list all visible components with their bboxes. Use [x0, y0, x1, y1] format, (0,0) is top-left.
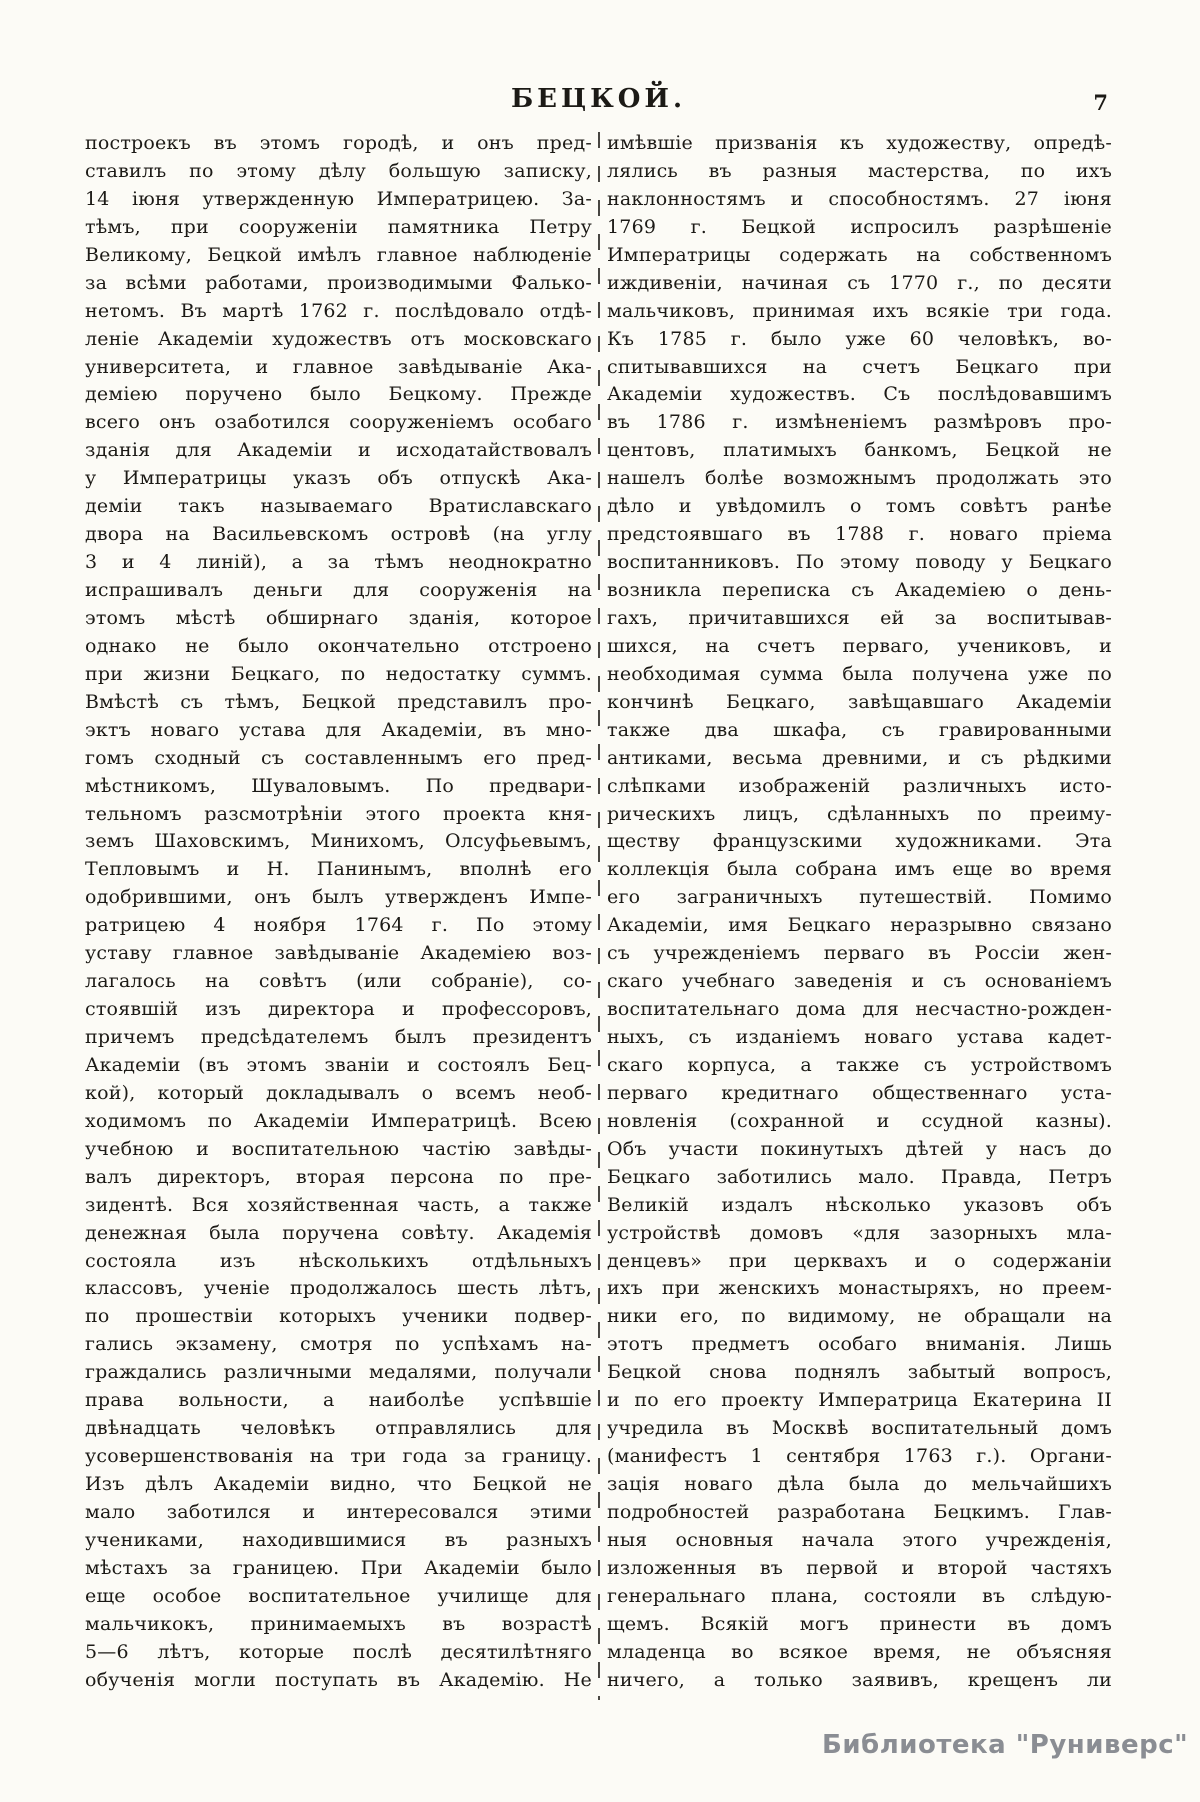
text-line: рическихъ лицъ, сдѣланныхъ по преиму-	[607, 802, 1112, 825]
text-line: мальчиковъ, принимая ихъ всякіе три года.	[607, 299, 1112, 322]
text-line: ныхъ, съ изданіемъ новаго устава кадет-	[607, 1026, 1112, 1048]
text-line: права вольности, а наиболѣе успѣвшіе	[85, 1389, 592, 1412]
text-line: центовъ, платимыхъ банкомъ, Бецкой не	[607, 439, 1112, 462]
text-line: Тепловымъ и Н. Панинымъ, вполнѣ его	[85, 858, 592, 881]
text-line: Вмѣстѣ съ тѣмъ, Бецкой представилъ про-	[85, 690, 592, 713]
page-header	[85, 84, 1112, 124]
text-line: усовершенствованія на три года за границу.	[85, 1445, 592, 1468]
text-line: денежная была поручена совѣту. Академія	[85, 1221, 592, 1244]
text-line: Бецкой снова поднялъ забытый вопросъ,	[607, 1361, 1112, 1384]
text-line: учебною и воспитательною частію завѣды-	[85, 1137, 592, 1160]
text-line: стоявшій изъ директора и профессоровъ,	[85, 998, 592, 1021]
text-line: Академіи (въ этомъ званіи и состоялъ Бец-	[85, 1053, 592, 1076]
text-line: нетомъ. Въ мартѣ 1762 г. послѣдовало отдѣ-	[85, 299, 592, 322]
column-divider-rule	[598, 132, 600, 1700]
text-line: деміею поручено было Бецкому. Прежде	[85, 383, 592, 406]
text-line: зидентѣ. Вся хозяйственная часть, а также	[85, 1193, 592, 1216]
text-line: однако не было окончательно отстроено	[85, 634, 592, 657]
text-line: ставилъ по этому дѣлу большую записку,	[85, 159, 592, 182]
text-line: нашелъ болѣе возможнымъ продолжать это	[607, 467, 1112, 490]
text-line: мѣстникомъ, Шуваловымъ. По предвари-	[85, 774, 592, 797]
text-line: за всѣми работами, производимыми Фалько-	[85, 271, 592, 294]
text-line: скаго корпуса, а также съ устройствомъ	[607, 1053, 1112, 1076]
text-line: обученія могли поступать въ Академію. Не	[85, 1668, 592, 1691]
text-line: одобрившими, онъ былъ утвержденъ Импе-	[85, 886, 592, 909]
text-line: возникла переписка съ Академіею о день-	[607, 579, 1112, 601]
text-line: наклонностямъ и способностямъ. 27 іюня	[607, 187, 1112, 210]
text-line: перваго кредитнаго общественнаго уста-	[607, 1081, 1112, 1104]
text-line: двора на Васильевскомъ островѣ (на углу	[85, 523, 592, 546]
text-line: Бецкаго заботились мало. Правда, Петръ	[607, 1165, 1112, 1188]
text-line: у Императрицы указъ объ отпускѣ Ака-	[85, 467, 592, 490]
text-line: уставу главное завѣдываніе Академіею воз-	[85, 942, 592, 965]
text-line: мало заботился и интересовался этими	[85, 1500, 592, 1523]
text-line: состояла изъ нѣсколькихъ отдѣльныхъ	[85, 1249, 592, 1272]
text-line: 14 іюня утвержденную Императрицею. За-	[85, 187, 592, 210]
text-line: Изъ дѣлъ Академіи видно, что Бецкой не	[85, 1473, 592, 1495]
text-line: спитывавшихся на счетъ Бецкаго при	[607, 355, 1112, 378]
text-line: предстоявшаго въ 1788 г. новаго пріема	[607, 523, 1112, 546]
text-column-right	[607, 130, 1112, 1695]
text-line: изложенныя въ первой и второй частяхъ	[607, 1556, 1112, 1579]
text-line: скаго учебнаго заведенія и съ основаніемъ	[607, 970, 1112, 993]
running-title: БЕЦКОЙ.	[510, 84, 687, 114]
text-line: устройствѣ домовъ «для зазорныхъ мла-	[607, 1221, 1112, 1244]
library-watermark: Библиотека "Руниверс"	[822, 1730, 1189, 1760]
text-line: зданія для Академіи и исходатайствовалъ	[85, 439, 592, 462]
text-line: Великій издалъ нѣсколько указовъ объ	[607, 1193, 1112, 1216]
page-number: 7	[1093, 90, 1108, 115]
text-line: воспитанниковъ. По этому поводу у Бецкаго	[607, 551, 1112, 574]
text-line: генеральнаго плана, состояли въ слѣдую-	[607, 1584, 1112, 1607]
text-line: этомъ мѣстѣ обширнаго зданія, которое	[85, 606, 592, 629]
text-line: всего онъ озаботился сооруженіемъ особаго	[85, 411, 592, 434]
text-line: граждались различными медалями, получали	[85, 1361, 592, 1384]
text-line: лагалось на совѣтъ (или собраніе), со-	[85, 970, 592, 993]
text-line: причемъ предсѣдателемъ былъ президентъ	[85, 1026, 592, 1048]
text-line: воспитательнаго дома для несчастно-рожден-	[607, 998, 1112, 1021]
text-line: 3 и 4 линій), а за тѣмъ неоднократно	[85, 551, 592, 574]
text-line: шихся, на счетъ перваго, учениковъ, и	[607, 634, 1112, 657]
text-line: этотъ предметъ особаго вниманія. Лишь	[607, 1333, 1112, 1356]
text-line: 1769 г. Бецкой испросилъ разрѣшеніе	[607, 215, 1112, 238]
text-line: по прошествіи которыхъ ученики подвер-	[85, 1305, 592, 1328]
text-line: ходимомъ по Академіи Императрицѣ. Всею	[85, 1109, 592, 1132]
text-line: кой), который докладывалъ о всемъ необ-	[85, 1081, 592, 1104]
text-line: съ учрежденіемъ перваго въ Россіи жен-	[607, 942, 1112, 965]
text-line: Академіи художествъ. Съ послѣдовавшимъ	[607, 383, 1112, 406]
text-line: (манифестъ 1 сентября 1763 г.). Органи-	[607, 1445, 1112, 1468]
text-line: классовъ, ученіе продолжалось шесть лѣтъ,	[85, 1277, 592, 1300]
text-line: ничего, а только заявивъ, крещенъ ли	[607, 1668, 1112, 1691]
text-line: испрашивалъ деньги для сооруженія на	[85, 579, 592, 601]
text-line: его заграничныхъ путешествій. Помимо	[607, 886, 1112, 909]
text-line: земъ Шаховскимъ, Минихомъ, Олсуфьевымъ,	[85, 830, 592, 853]
text-line: младенца во всякое время, не объясняя	[607, 1640, 1112, 1663]
text-line: ихъ при женскихъ монастыряхъ, но преем-	[607, 1277, 1112, 1300]
text-line: тѣмъ, при сооруженіи памятника Петру	[85, 215, 592, 238]
text-line: имѣвшіе призванія къ художеству, опредѣ-	[607, 132, 1112, 154]
text-line: эктъ новаго устава для Академіи, въ мно-	[85, 718, 592, 741]
text-line: необходимая сумма была получена уже по	[607, 662, 1112, 685]
text-column-left	[85, 130, 592, 1695]
text-line: подробностей разработана Бецкимъ. Глав-	[607, 1500, 1112, 1523]
text-line: ществу французскими художниками. Эта	[607, 830, 1112, 853]
text-line: ники его, по видимому, не обращали на	[607, 1305, 1112, 1328]
text-line: валъ директоръ, вторая персона по пре-	[85, 1165, 592, 1188]
text-line: ратрицею 4 ноября 1764 г. По этому	[85, 914, 592, 937]
text-line: слѣпками изображеній различныхъ исто-	[607, 774, 1112, 797]
text-line: ныя основныя начала этого учрежденія,	[607, 1528, 1112, 1551]
text-line: денцевъ» при церквахъ и о содержаніи	[607, 1249, 1112, 1272]
text-line: антиками, весьма древними, и съ рѣдкими	[607, 746, 1112, 769]
text-line: гомъ сходный съ составленнымъ его пред-	[85, 746, 592, 769]
text-line: Академіи, имя Бецкаго неразрывно связано	[607, 914, 1112, 937]
text-line: щемъ. Всякій могъ принести въ домъ	[607, 1612, 1112, 1635]
text-line: зація новаго дѣла была до мельчайшихъ	[607, 1473, 1112, 1495]
text-line: гахъ, причитавшихся ей за воспитывав-	[607, 606, 1112, 629]
text-line: учениками, находившимися въ разныхъ	[85, 1528, 592, 1551]
text-line: мѣстахъ за границею. При Академіи было	[85, 1556, 592, 1579]
text-line: университета, и главное завѣдываніе Ака-	[85, 355, 592, 378]
text-line: гались экзамену, смотря по успѣхамъ на-	[85, 1333, 592, 1356]
text-line: Великому, Бецкой имѣлъ главное наблюденіе	[85, 243, 592, 266]
text-line: лялись въ разныя мастерства, по ихъ	[607, 159, 1112, 182]
text-line: и по его проекту Императрица Екатерина II	[607, 1389, 1112, 1412]
text-line: двѣнадцать человѣкъ отправлялись для	[85, 1417, 592, 1440]
text-line: иждивеніи, начиная съ 1770 г., по десяти	[607, 271, 1112, 294]
text-line: леніе Академіи художествъ отъ московскаго	[85, 327, 592, 350]
text-line: построекъ въ этомъ городѣ, и онъ пред-	[85, 132, 592, 154]
text-line: деміи такъ называемаго Вратиславскаго	[85, 495, 592, 518]
text-line: при жизни Бецкаго, по недостатку суммъ.	[85, 662, 592, 685]
text-line: также два шкафа, съ гравированными	[607, 718, 1112, 741]
text-line: Объ участи покинутыхъ дѣтей у насъ до	[607, 1137, 1112, 1160]
text-line: кончинѣ Бецкаго, завѣщавшаго Академіи	[607, 690, 1112, 713]
text-line: тельномъ разсмотрѣніи этого проекта кня-	[85, 802, 592, 825]
text-line: мальчикокъ, принимаемыхъ въ возрастѣ	[85, 1612, 592, 1635]
text-line: 5—6 лѣтъ, которые послѣ десятилѣтняго	[85, 1640, 592, 1663]
text-line: дѣло и увѣдомилъ о томъ совѣтъ ранѣе	[607, 495, 1112, 518]
text-line: Къ 1785 г. было уже 60 человѣкъ, во-	[607, 327, 1112, 350]
text-line: новленія (сохранной и ссудной казны).	[607, 1109, 1112, 1132]
text-line: въ 1786 г. измѣненіемъ размѣровъ про-	[607, 411, 1112, 434]
text-line: коллекція была собрана имъ еще во время	[607, 858, 1112, 881]
text-line: Императрицы содержать на собственномъ	[607, 243, 1112, 266]
text-line: еще особое воспитательное училище для	[85, 1584, 592, 1607]
text-line: учредила въ Москвѣ воспитательный домъ	[607, 1417, 1112, 1440]
